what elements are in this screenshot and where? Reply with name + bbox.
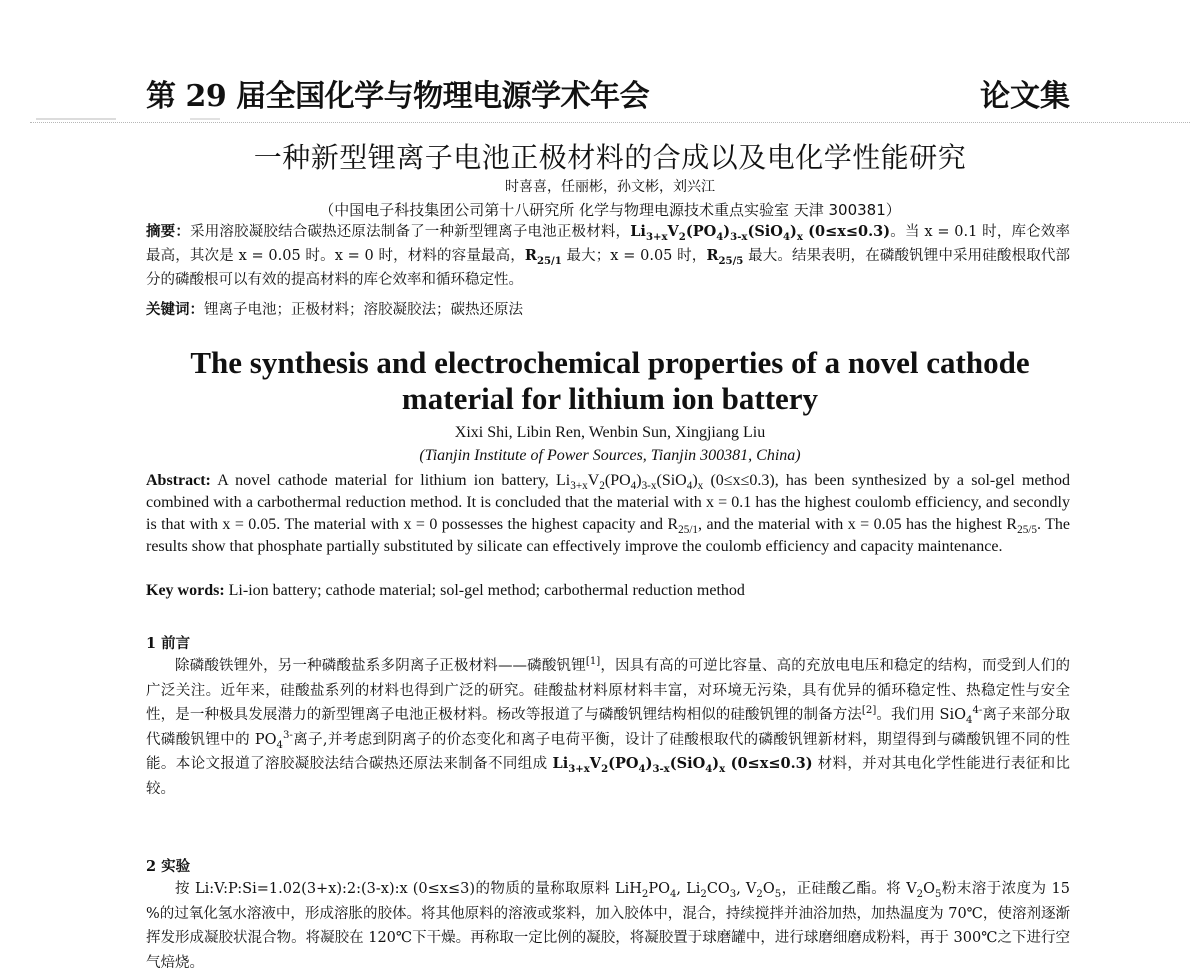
header-divider [30,122,1190,124]
chemical-formula: $Li_{3+x}V_2(PO_4)_{3-x}(SiO_4)_x$ (0≤x≤0.3) [630,223,891,243]
conference-name: 第 29 届全国化学与物理电源学术年会 [146,79,650,114]
english-abstract: Abstract: A novel cathode material for lithium ion battery, $Li_{3+x}V_2(PO_4)_{3-x}(SiO_4)_x$ (0≤x≤0.3), has been synthesized by a sol-gel method combined with a carbothermal reduction method. It is concluded that the material with x = 0.1 has the highest coulomb efficiency, and secondly is that with x = 0.05. The material with x = 0 possesses the highest capacity and $R_{25/1}$, and the material with x = 0.05 has the highest $R_{25/5}$. The results show that phosphate partially substituted by silicate can effectively improve the coulomb efficiency and capacity maintenance. [146,472,1071,555]
scan-artifact [190,118,220,120]
chinese-affiliation: （中国电子科技集团公司第十八研究所 化学与物理电源技术重点实验室 天津 300381） [319,201,901,219]
keywords-label: Key words: [146,582,225,599]
abstract-label: 摘要： [146,223,191,240]
keywords-text: 锂离子电池；正极材料；溶胶凝胶法；碳热还原法 [204,302,523,318]
experiment-paragraph: 按 Li:V:P:Si=1.02(3+x):2:(3-x):x (0≤x≤3)的物质的量称取原料 $LiH_2PO_4$, $Li_2CO_3$, $V_2O_5$，正硅酸乙酯。将 $V_2O_5$粉末溶于浓度为 15 %的过氧化氢水溶液中，形成溶胀的胶体。将其他原料的溶液或浆料，加入胶体中，混合，持续搅拌并油浴加热，加热温度为 70℃，使溶剂逐渐挥发形成凝胶状混合物。将凝胶在 120℃下干燥。再称取一定比例的凝胶，将凝胶置于球磨罐中，进行球磨细磨成粉料，再于 300℃之下进行空气焙烧。 [146,881,1070,971]
abstract-text: , has been synthesized by a sol-gel method combined with a carbothermal reduction method. It is concluded that the material with x = 0.1 has the highest coulomb efficiency, and secondly is that with x = 0.05. The material with x = 0 possesses the highest capacity and [146,472,1070,533]
section-heading-introduction: 1 前言 [146,635,191,652]
citation-ref: [2] [861,705,877,717]
scan-artifact [36,118,116,120]
keywords-text: Li-ion battery; cathode material; sol-gel method; carbothermal reduction method [224,582,745,599]
chinese-authors: 时喜喜，任丽彬，孙文彬，刘兴江 [505,179,715,195]
abstract-text: 最大；x = 0.05 时， [561,248,707,264]
chinese-abstract: 摘要：采用溶胶凝胶结合碳热还原法制备了一种新型锂离子电池正极材料，$Li_{3+x}V_2(PO_4)_{3-x}(SiO_4)_x$ (0≤x≤0.3)。当 x = 0.1 时，库仑效率最高，其次是 x = 0.05 时。x = 0 时，材料的容量最高，$R_{25/1}$ 最大；x = 0.05 时，$R_{25/5}$ 最大。结果表明，在磷酸钒锂中采用硅酸根取代部分的磷酸根可以有效的提高材料的库仑效率和循环稳定性。 [146,223,1071,288]
english-authors: Xixi Shi, Libin Ren, Wenbin Sun, Xingjiang Liu [454,424,766,441]
chinese-title: 一种新型锂离子电池正极材料的合成以及电化学性能研究 [253,141,967,174]
chemical-formula: $Li_{3+x}V_2(PO_4)_{3-x}(SiO_4)_x$ (0≤x≤0.3) [552,755,813,775]
abstract-text: 。当 x = 0.1 时，库仑效率最高，其次是 x = 0.05 时。x = 0 时，材料的容量最高， [146,224,1071,264]
chinese-keywords [146,298,1070,322]
citation-ref: [1] [585,656,601,668]
abstract-text: 最大。结果表明，在磷酸钒锂中采用硅酸根取代部分的磷酸根可以有效的提高材料的库仑效率和循环稳定性。 [146,248,1070,288]
abstract-text: . The results show that phosphate partially substituted by silicate can effectively improve the coulomb efficiency and capacity maintenance. [146,516,1071,555]
chemical-formula: $Li_{3+x}V_2(PO_4)_{3-x}(SiO_4)_x$ (0≤x≤0.3) [556,472,775,493]
abstract-text: A novel cathode material for lithium ion battery, [210,472,556,489]
collection-label: 论文集 [980,79,1070,114]
introduction-paragraph: 除磷酸铁锂外，另一种磷酸盐系多阴离子正极材料——磷酸钒锂[1]，因具有高的可逆比容量、高的充放电电压和稳定的结构，而受到人们的广泛关注。近年来，硅酸盐系列的材料也得到广泛的研究。硅酸盐材料原材料丰富，对环境无污染，具有优异的循环稳定性、热稳定性与安全性，是一种极具发展潜力的新型锂离子电池正极材料。杨改等报道了与磷酸钒锂结构相似的硅酸钒锂的制备方法[2]。我们用 SiO$_4^{4-}$离子来部分取代磷酸钒锂中的 $PO_4^{3-}$离子,并考虑到阴离子的价态变化和离子电荷平衡，设计了硅酸根取代的磷酸钒锂新材料，期望得到与磷酸钒锂不同的性能。本论文报道了溶胶凝胶法结合碳热还原法来制备不同组成 $Li_{3+x}V_2(PO_4)_{3-x}(SiO_4)_x$ (0≤x≤0.3) 材料，并对其电化学性能进行表征和比较。 [146,656,1071,797]
abstract-label: Abstract: [146,472,211,489]
abstract-text: 采用溶胶凝胶结合碳热还原法制备了一种新型锂离子电池正极材料， [190,224,631,240]
english-keywords [146,580,1070,602]
keywords-label: 关键词： [146,301,204,318]
english-title: The synthesis and electrochemical properties of a novel cathode material for lithium ion battery [190,345,1030,416]
running-head [146,70,1070,116]
abstract-text: , and the material with x = 0.05 has the highest [698,516,1007,533]
english-affiliation: (Tianjin Institute of Power Sources, Tianjin 300381, China) [419,447,801,464]
section-heading-experiment: 2 实验 [146,858,191,875]
